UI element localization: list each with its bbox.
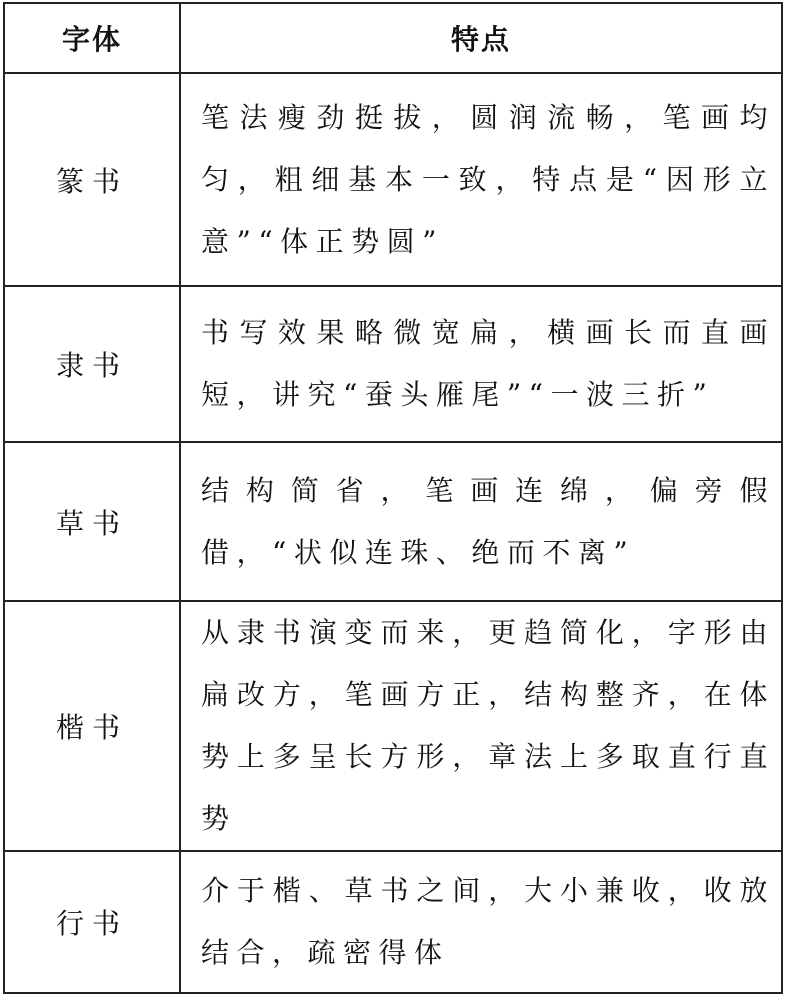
table-row [4,601,782,851]
table-header-row [4,3,782,73]
font-name-cell: 草书 [4,442,180,601]
table-row [4,286,782,442]
table-row [4,442,782,601]
calligraphy-table-container [3,2,781,969]
table-row [4,73,782,286]
table-row [4,851,782,993]
font-features-cell: 从隶书演变而来，更趋简化，字形由扁改方，笔画方正，结构整齐，在体势上多呈长方形，章法上多取直行直势 [180,601,782,851]
font-name-cell: 楷书 [4,601,180,851]
header-features: 特点 [180,3,782,73]
font-features-cell: 笔法瘦劲挺拔，圆润流畅，笔画均匀，粗细基本一致，特点是“因形立意”“体正势圆” [180,73,782,286]
header-font: 字体 [4,3,180,73]
font-name-cell: 隶书 [4,286,180,442]
font-name-cell: 行书 [4,851,180,993]
font-features-cell: 介于楷、草书之间，大小兼收，收放结合，疏密得体 [180,851,782,993]
calligraphy-fonts-table [3,2,783,994]
font-features-cell: 结构简省，笔画连绵，偏旁假借，“状似连珠、绝而不离” [180,442,782,601]
font-features-cell: 书写效果略微宽扁，横画长而直画短，讲究“蚕头雁尾”“一波三折” [180,286,782,442]
font-name-cell: 篆书 [4,73,180,286]
